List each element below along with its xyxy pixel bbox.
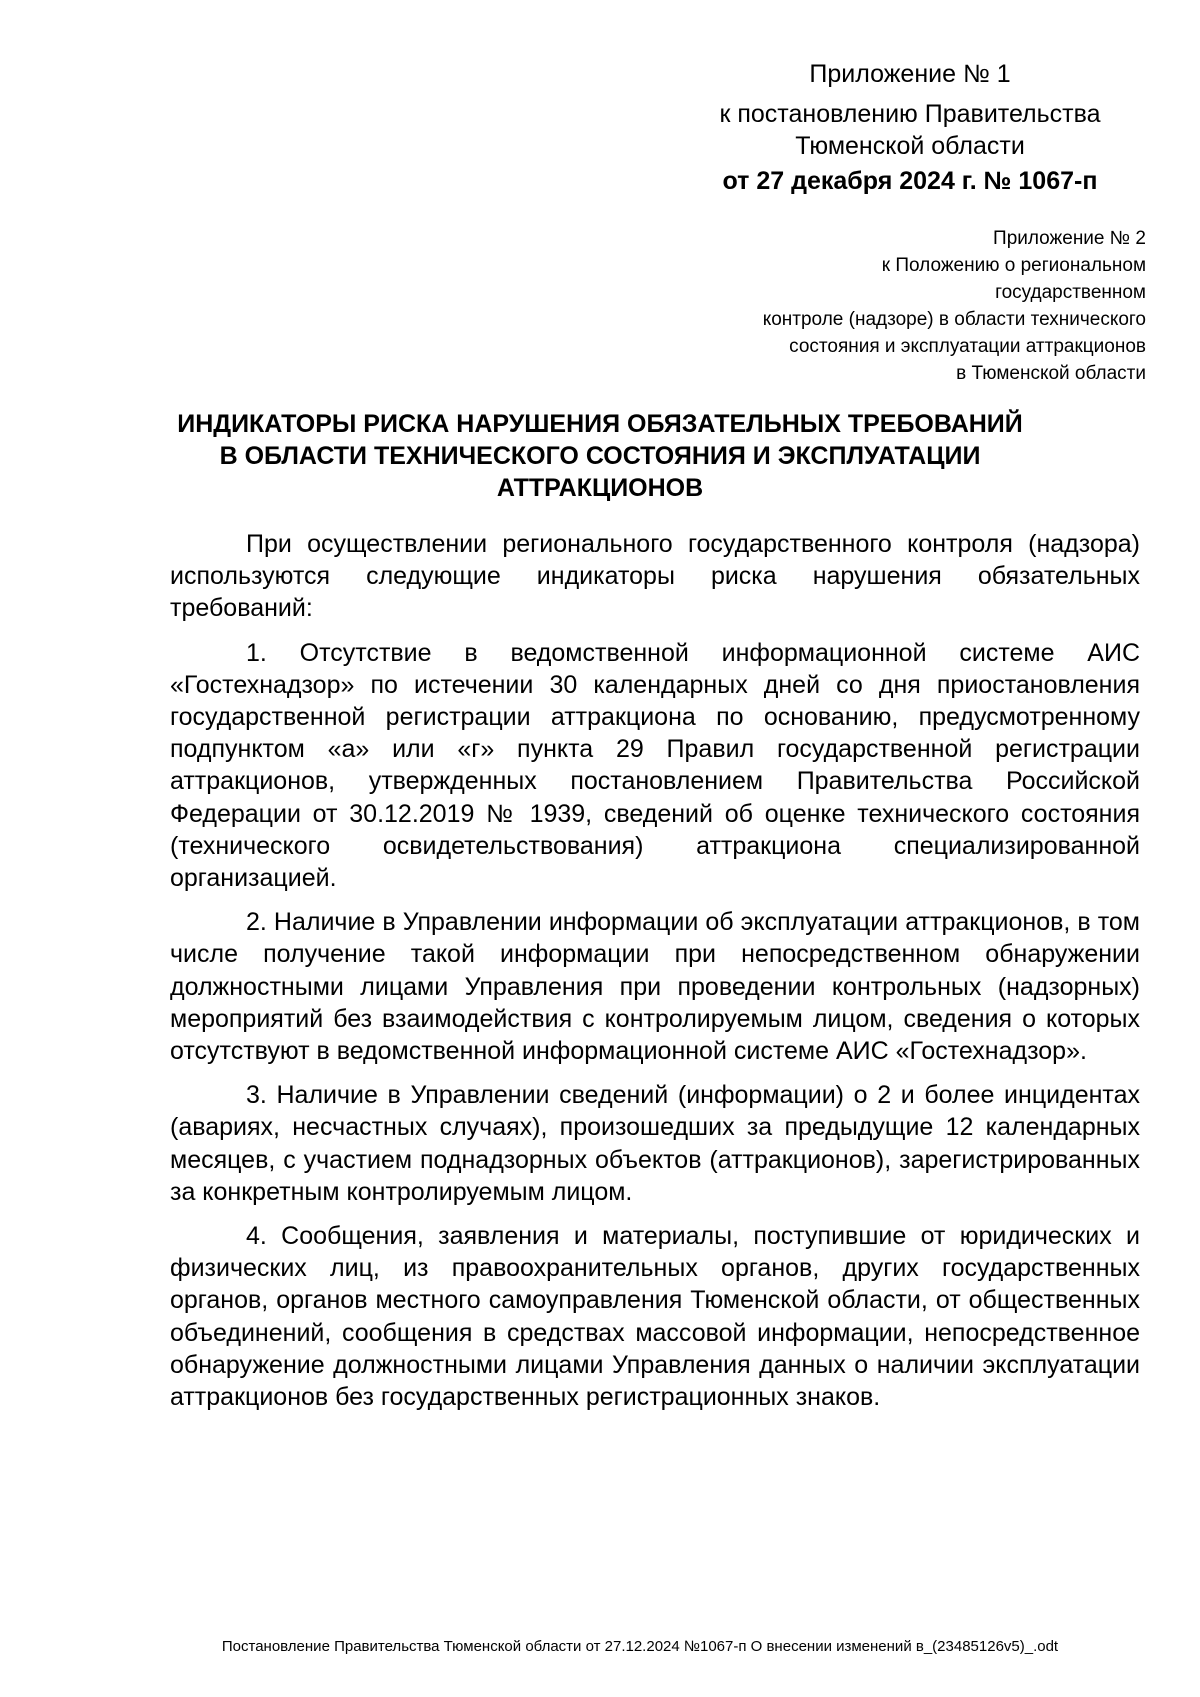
document-heading	[170, 408, 1030, 504]
appendix-1-line-1: к постановлению Правительства	[719, 100, 1101, 128]
page-footer: Постановление Правительства Тюменской области от 27.12.2024 №1067-п О внесении изменений в_(23485126v5)_.odt	[221, 1638, 1059, 1655]
appendix-1-line-2: Тюменской области	[795, 132, 1025, 160]
indicator-paragraph-4: 4. Сообщения, заявления и материалы, поступившие от юридических и физических лиц, из правоохранительных органов, других государственных органов, органов местного самоуправления Тюменской области, от общественных объединений, сообщения в средствах массовой информации, непосредственное обнаружение должностными лицами Управления данных о наличии эксплуатации аттракционов без государственных регистрационных знаков.	[170, 1222, 1140, 1412]
appendix-2-title: Приложение № 2	[993, 228, 1146, 249]
appendix-2-line-5: в Тюменской области	[956, 363, 1146, 384]
appendix-2-line-2: государственном	[995, 282, 1146, 303]
appendix-1-title: Приложение № 1	[809, 60, 1011, 88]
document-body	[170, 528, 1140, 1425]
appendix-2-line-1: к Положению о региональном	[881, 255, 1146, 276]
indicator-paragraph-3: 3. Наличие в Управлении сведений (информации) о 2 и более инцидентах (авариях, несчастных случаях), произошедших за предыдущие 12 календарных месяцев, с участием поднадзорных объектов (аттракционов), зарегистрированных за конкретным контролируемым лицом.	[170, 1081, 1140, 1206]
heading-line-2: В ОБЛАСТИ ТЕХНИЧЕСКОГО СОСТОЯНИЯ И ЭКСПЛУАТАЦИИ	[219, 442, 981, 470]
heading-line-3: АТТРАКЦИОНОВ	[496, 474, 704, 502]
heading-line-1: ИНДИКАТОРЫ РИСКА НАРУШЕНИЯ ОБЯЗАТЕЛЬНЫХ ТРЕБОВАНИЙ	[177, 410, 1023, 438]
appendix-2-block	[646, 225, 1146, 387]
intro-paragraph: При осуществлении регионального государственного контроля (надзора) используются следующие индикаторы риска нарушения обязательных требований:	[170, 530, 1140, 623]
indicator-paragraph-1: 1. Отсутствие в ведомственной информационной системе АИС «Гостехнадзор» по истечении 30 календарных дней со дня приостановления государственной регистрации аттракциона по основанию, предусмотренному подпунктом «а» или «г» пункта 29 Правил государственной регистрации аттракционов, утвержденных постановлением Правительства Российской Федерации от 30.12.2019 № 1939, сведений об оценке технического состояния (технического освидетельствования) аттракциона специализированной организацией.	[170, 638, 1140, 893]
appendix-1-block	[700, 58, 1120, 197]
indicator-paragraph-2: 2. Наличие в Управлении информации об эксплуатации аттракционов, в том числе получение такой информации при непосредственном обнаружении должностными лицами Управления при проведении контрольных (надзорных) мероприятий без взаимодействия с контролируемым лицом, сведения о которых отсутствуют в ведомственной информационной системе АИС «Гостехнадзор».	[170, 908, 1140, 1066]
appendix-2-line-4: состояния и эксплуатации аттракционов	[789, 336, 1146, 357]
appendix-1-decree: от 27 декабря 2024 г. № 1067-п	[722, 167, 1098, 195]
appendix-2-line-3: контроле (надзоре) в области технического	[762, 309, 1146, 330]
